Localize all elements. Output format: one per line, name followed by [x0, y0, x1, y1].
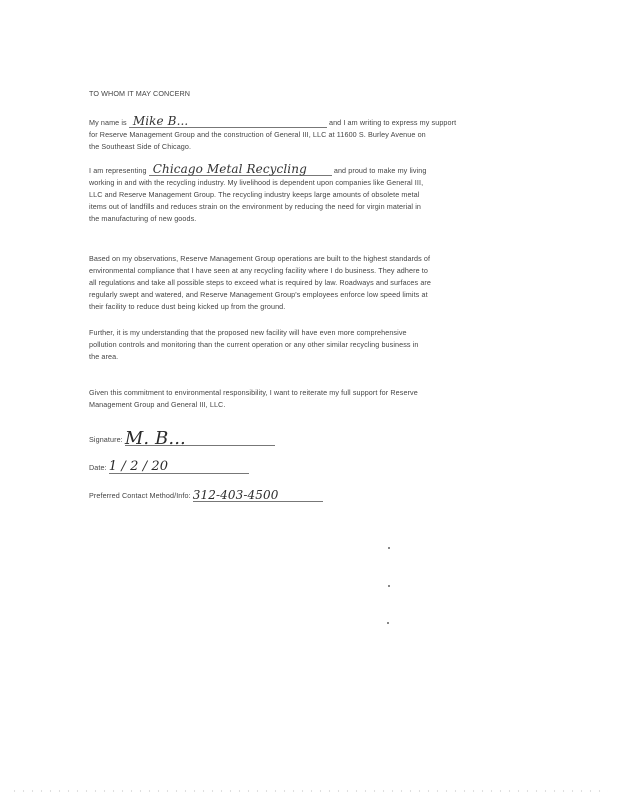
contact-label: Preferred Contact Method/Info:: [89, 491, 191, 500]
salutation: TO WHOM IT MAY CONCERN: [89, 89, 191, 98]
date-row: [89, 461, 249, 474]
closing-line-1: Given this commitment to environmental responsibility, I want to reiterate my full support for Reserve: [89, 388, 418, 397]
observations-line-3: all regulations and take all possible steps to exceed what is required by law. Roadways and surfaces are: [89, 278, 432, 287]
intro-line-1: [89, 115, 519, 129]
paragraph-representing: [89, 163, 519, 225]
scan-speck: [388, 547, 390, 549]
signature-row: [89, 428, 275, 449]
contact-row: [89, 489, 323, 502]
scan-speck: [388, 585, 390, 587]
observations-line-1: Based on my observations, Reserve Management Group operations are built to the highest standards of: [89, 254, 431, 263]
paragraph-closing: [89, 387, 519, 411]
paragraph-further: [89, 327, 519, 363]
date-handwritten: 1 / 2 / 20: [109, 461, 249, 474]
intro-line-3: the Southeast Side of Chicago.: [89, 142, 192, 151]
further-line-2: pollution controls and monitoring than the current operation or any other similar recycling business in: [89, 340, 419, 349]
observations-line-2: environmental compliance that I have seen at any recycling facility where I do business. They adhere to: [89, 266, 428, 275]
org-prefix: I am representing: [89, 166, 147, 175]
representing-line-1: [89, 163, 519, 177]
further-line-1: Further, it is my understanding that the proposed new facility will have even more comprehensive: [89, 328, 407, 337]
name-prefix: My name is: [89, 118, 127, 127]
contact-handwritten: 312-403-4500: [193, 489, 323, 502]
paragraph-intro: [89, 115, 519, 153]
name-field: Mike B...: [129, 115, 327, 128]
date-label: Date:: [89, 463, 107, 472]
paragraph-observations: [89, 253, 519, 313]
representing-line-4: items out of landfills and reduces strain on the environment by reducing the need for virgin material in: [89, 202, 422, 211]
signature-label: Signature:: [89, 435, 123, 444]
observations-line-4: regularly swept and watered, and Reserve Management Group's employees enforce low speed limits at: [89, 290, 428, 299]
organization-field: Chicago Metal Recycling: [149, 163, 332, 176]
closing-line-2: Management Group and General III, LLC.: [89, 400, 226, 409]
further-line-3: the area.: [89, 352, 119, 361]
representing-line-2: working in and with the recycling industry. My livelihood is dependent upon companies like General III,: [89, 178, 424, 187]
observations-line-5: their facility to reduce dust being kicked up from the ground.: [89, 302, 286, 311]
scan-speck: [387, 622, 389, 624]
scan-noise-bottom: [10, 790, 608, 792]
intro-line-2: for Reserve Management Group and the construction of General III, LLC at 11600 S. Burley Avenue on: [89, 130, 426, 139]
representing-line-5: the manufacturing of new goods.: [89, 214, 197, 223]
org-suffix: and proud to make my living: [333, 166, 427, 175]
representing-line-3: LLC and Reserve Management Group. The recycling industry keeps large amounts of obsolete metal: [89, 190, 420, 199]
signature-handwritten: M. B...: [125, 433, 275, 446]
name-suffix: and I am writing to express my support: [328, 118, 457, 127]
